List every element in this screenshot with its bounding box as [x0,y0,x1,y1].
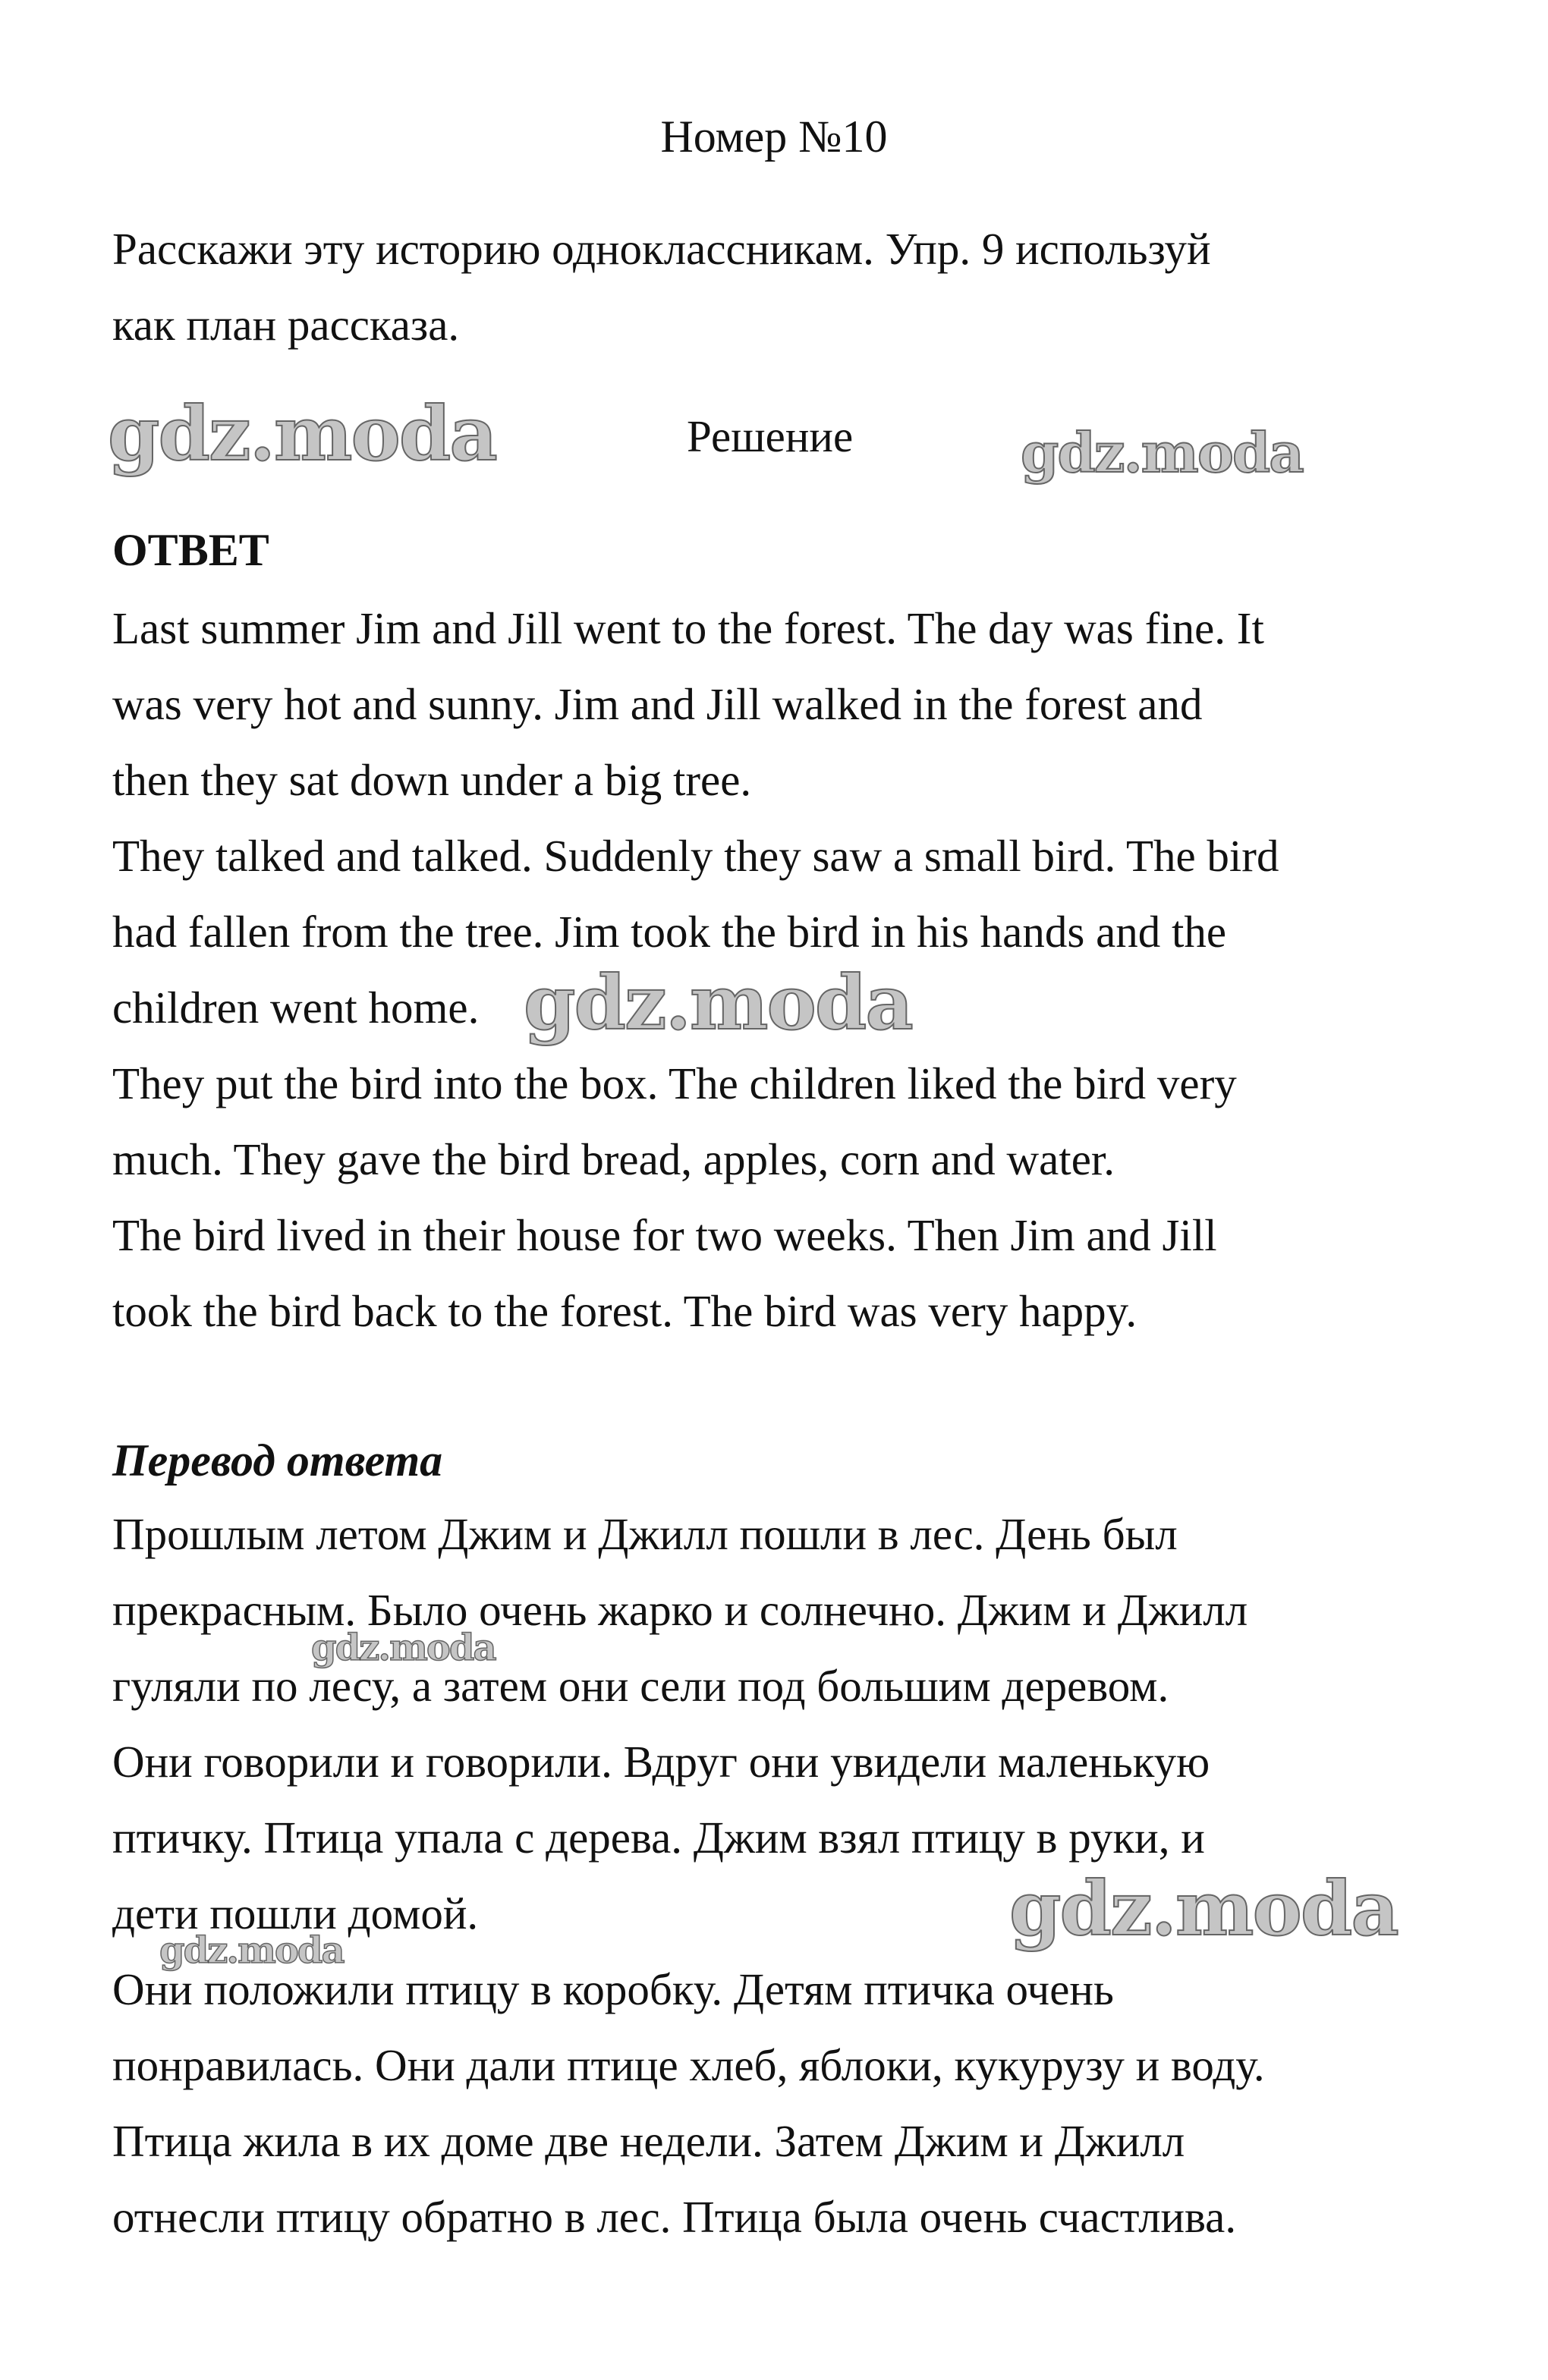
watermark: gdz.moda [159,1929,344,1972]
answer-line: children went home. [112,982,480,1033]
answer-line: They talked and talked. Suddenly they saw a small bird. The bird [112,831,1279,881]
answer-line: was very hot and sunny. Jim and Jill walked in the forest and [112,679,1203,729]
answer-line: then they sat down under a big tree. [112,755,752,805]
watermark: gdz.moda [524,960,912,1047]
translation-line: Прошлым летом Джим и Джилл пошли в лес. День был [112,1509,1178,1559]
translation-line: Они положили птицу в коробку. Детям птичка очень [112,1964,1114,2014]
translation-line: птичку. Птица упала с дерева. Джим взял птицу в руки, и [112,1813,1205,1863]
answer-heading: ОТВЕТ [112,525,269,575]
task-text [112,211,1478,363]
translation-line: Они говорили и говорили. Вдруг они увидели маленькую [112,1737,1210,1787]
translation-text [112,1496,1478,2255]
answer-text [112,590,1478,1349]
task-line: Расскажи эту историю одноклассникам. Упр. 9 используй [112,224,1211,274]
translation-heading: Перевод ответа [112,1435,443,1486]
answer-line: had fallen from the tree. Jim took the bird in his hands and the [112,907,1227,957]
page-title: Номер №10 [660,112,888,162]
watermark: gdz.moda [1021,420,1303,485]
answer-line: took the bird back to the forest. The bird was very happy. [112,1286,1137,1336]
translation-line: отнесли птицу обратно в лес. Птица была очень счастлива. [112,2192,1237,2242]
watermark: gdz.moda [311,1627,496,1669]
translation-line: дети пошли домой. [112,1888,479,1938]
translation-line: понравилась. Они дали птице хлеб, яблоки, кукурузу и воду. [112,2040,1265,2090]
translation-line: Птица жила в их доме две недели. Затем Джим и Джилл [112,2116,1185,2166]
watermark: gdz.moda [1009,1866,1398,1953]
answer-line: The bird lived in their house for two weeks. Then Jim and Jill [112,1210,1217,1260]
translation-line: гуляли по лесу, а затем они сели под большим деревом. [112,1661,1169,1711]
answer-line: Last summer Jim and Jill went to the forest. The day was fine. It [112,603,1264,653]
answer-line: They put the bird into the box. The children liked the bird very [112,1058,1237,1108]
watermark: gdz.moda [108,391,496,478]
task-line: как план рассказа. [112,300,460,350]
solution-label: Решение [687,411,854,461]
answer-line: much. They gave the bird bread, apples, corn and water. [112,1134,1115,1184]
translation-line: прекрасным. Было очень жарко и солнечно. Джим и Джилл [112,1585,1248,1635]
